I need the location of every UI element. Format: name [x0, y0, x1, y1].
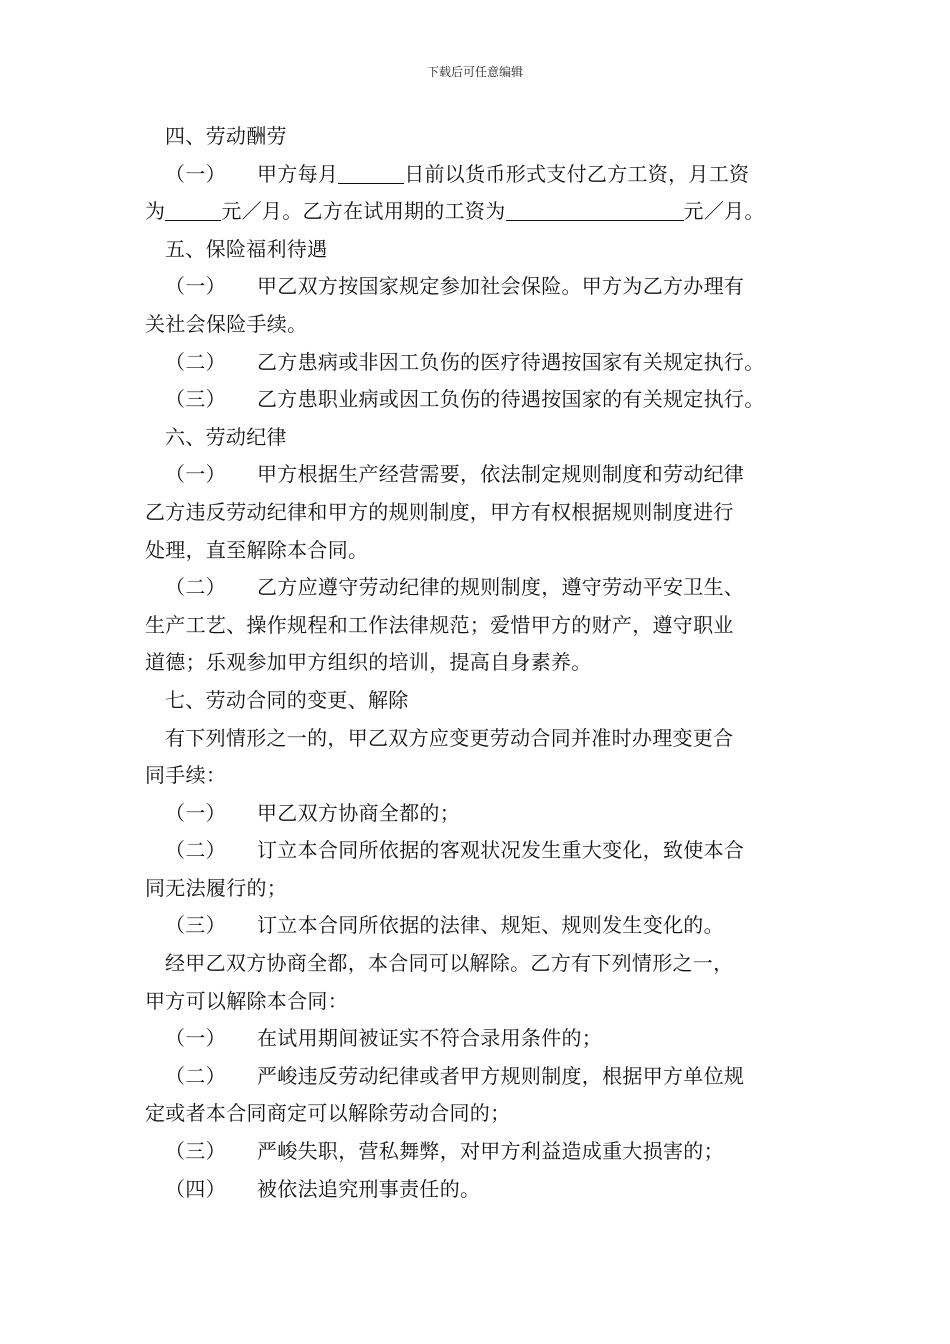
item-text: 日前以货币形式支付乙方工资，月工资 — [404, 161, 750, 186]
item-text: 乙方患职业病或因工负伤的待遇按国家的有关规定执行。 — [257, 387, 765, 412]
section-4-item-1 — [145, 156, 805, 194]
item-number: （三） — [165, 913, 226, 938]
section-5-item-1-cont: 关社会保险手续。 — [145, 311, 308, 336]
section-5-item-1 — [145, 268, 805, 306]
section-5-title: 五、保险福利待遇 — [165, 236, 328, 261]
change-case-3 — [145, 907, 805, 945]
section-5-item-3 — [145, 381, 805, 419]
section-6-item-1 — [145, 456, 805, 494]
section-7-para-1: 有下列情形之一的，甲乙双方应变更劳动合同并准时办理变更合 — [165, 725, 734, 750]
item-text: 甲方根据生产经营需要，依法制定规则制度和劳动纪律 — [257, 462, 745, 487]
change-case-2-cont: 同无法履行的； — [145, 875, 288, 900]
section-6-item-2-cont: 道德；乐观参加甲方组织的培训，提高自身素养。 — [145, 650, 592, 675]
change-case-2 — [145, 832, 805, 870]
item-number: （一） — [165, 161, 226, 186]
item-text: 乙方患病或非因工负伤的医疗待遇按国家有关规定执行。 — [257, 349, 765, 374]
item-text: 为 — [145, 199, 166, 224]
item-number: （三） — [165, 1139, 226, 1164]
section-5-item-2 — [145, 344, 805, 382]
section-6-item-1-cont: 处理，直至解除本合同。 — [145, 537, 369, 562]
item-text: 甲方每月 — [257, 161, 339, 186]
termination-case-2-cont: 定或者本合同商定可以解除劳动合同的； — [145, 1101, 511, 1126]
item-number: （一） — [165, 462, 226, 487]
item-number: （二） — [165, 349, 226, 374]
termination-case-4 — [145, 1171, 805, 1209]
item-text: 元／月。乙方在试用期的工资为 — [221, 199, 506, 224]
monthly-wage-blank — [165, 198, 221, 221]
probation-wage-blank — [506, 198, 684, 221]
item-number: （二） — [165, 838, 226, 863]
termination-case-2 — [145, 1058, 805, 1096]
page-header: 下载后可任意编辑 — [426, 65, 523, 79]
item-number: （二） — [165, 1063, 226, 1088]
section-6-item-2 — [145, 569, 805, 607]
item-text: 严峻失职，营私舞弊，对甲方利益造成重大损害的； — [257, 1139, 724, 1164]
item-number: （三） — [165, 387, 226, 412]
change-case-1 — [145, 795, 805, 833]
item-text: 元／月。 — [683, 199, 765, 224]
section-6-item-1-cont: 乙方违反劳动纪律和甲方的规则制度，甲方有权根据规则制度进行 — [145, 499, 734, 524]
section-4-title: 四、劳动酬劳 — [165, 124, 287, 148]
section-7-title: 七、劳动合同的变更、解除 — [165, 687, 409, 712]
item-text: 被依法追究刑事责任的。 — [257, 1176, 481, 1201]
item-text: 订立本合同所依据的客观状况发生重大变化，致使本合 — [257, 838, 745, 863]
item-number: （二） — [165, 575, 226, 600]
termination-case-1 — [145, 1020, 805, 1058]
item-text: 在试用期间被证实不符合录用条件的； — [257, 1026, 603, 1051]
pay-day-blank — [338, 161, 404, 184]
section-7-para-1-cont: 同手续： — [145, 763, 227, 788]
section-7-para-2: 经甲乙双方协商全都，本合同可以解除。乙方有下列情形之一， — [165, 951, 734, 976]
item-number: （一） — [165, 800, 226, 825]
item-text: 甲乙双方按国家规定参加社会保险。甲方为乙方办理有 — [257, 274, 745, 299]
item-number: （一） — [165, 274, 226, 299]
document-body — [145, 118, 805, 1208]
section-7-para-2-cont: 甲方可以解除本合同： — [145, 988, 348, 1013]
section-6-item-2-cont: 生产工艺、操作规程和工作法律规范；爱惜甲方的财产，遵守职业 — [145, 612, 734, 637]
item-text: 订立本合同所依据的法律、规矩、规则发生变化的。 — [257, 913, 724, 938]
item-text: 乙方应遵守劳动纪律的规则制度，遵守劳动平安卫生、 — [257, 575, 745, 600]
section-6-title: 六、劳动纪律 — [165, 424, 287, 449]
item-number: （四） — [165, 1176, 226, 1201]
item-text: 严峻违反劳动纪律或者甲方规则制度，根据甲方单位规 — [257, 1063, 745, 1088]
item-text: 甲乙双方协商全都的； — [257, 800, 460, 825]
item-number: （一） — [165, 1026, 226, 1051]
termination-case-3 — [145, 1133, 805, 1171]
section-4-item-1-cont — [145, 193, 805, 231]
